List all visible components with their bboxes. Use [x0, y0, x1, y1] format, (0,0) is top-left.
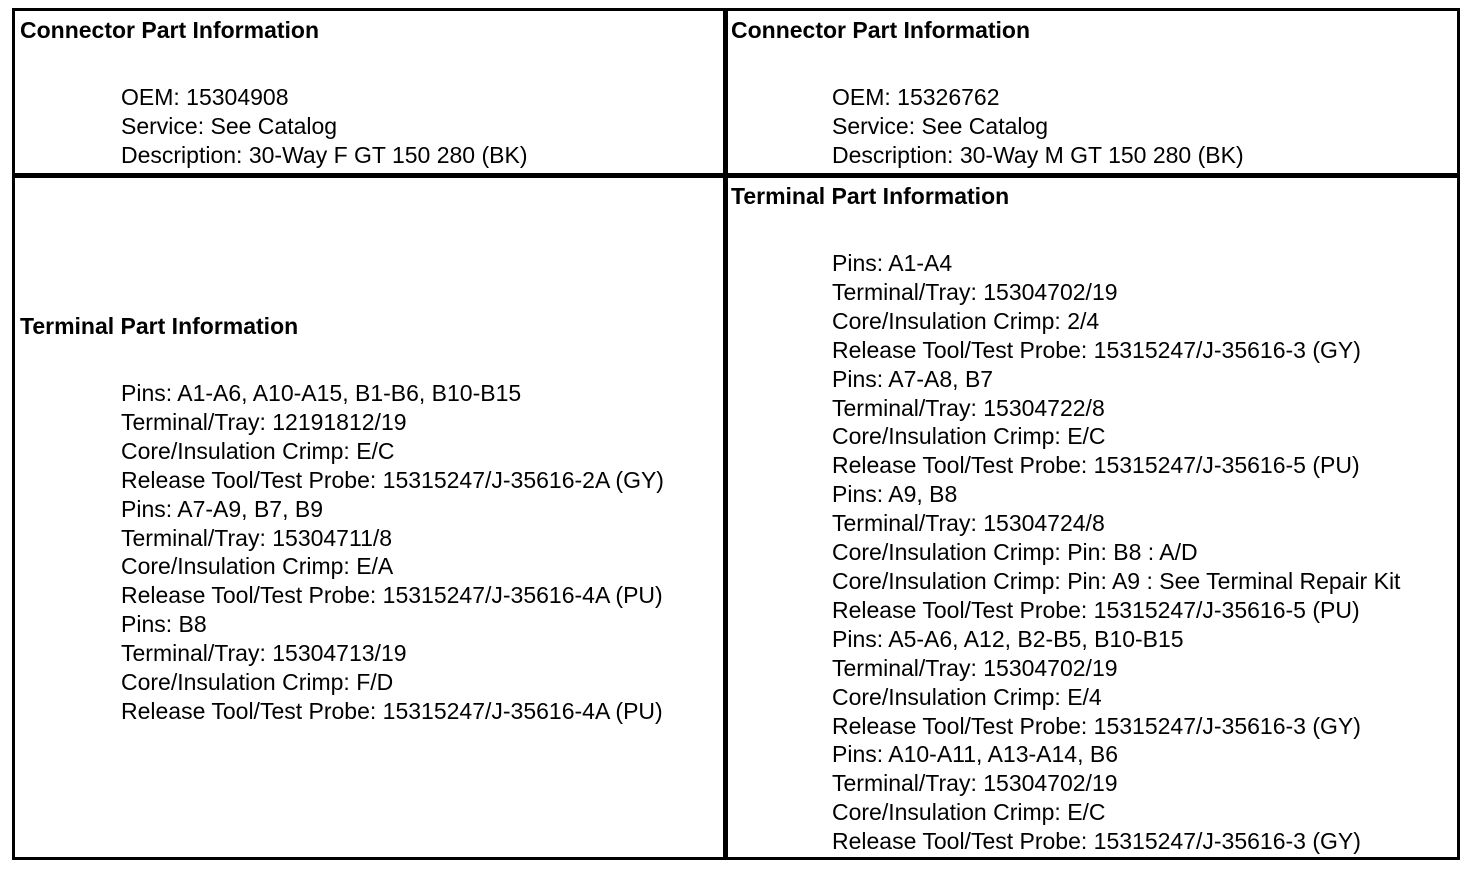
right-connector-line: Description: 30-Way M GT 150 280 (BK): [832, 141, 1244, 168]
right-connector-details: [731, 83, 1461, 170]
right-connector-line: OEM: 15326762: [832, 84, 1000, 110]
left-connector-line: OEM: 15304908: [121, 84, 289, 110]
right-terminal-line: Pins: A9, B8: [832, 481, 958, 508]
right-terminal-line: Terminal/Tray: 15304702/19: [832, 770, 1118, 797]
right-terminal-line: Pins: A5-A6, A12, B2-B5, B10-B15: [832, 625, 1184, 652]
column-divider: [723, 11, 728, 857]
right-terminal-line: Release Tool/Test Probe: 15315247/J-35616-3 (GY): [832, 336, 1361, 363]
left-terminal-line: Pins: A7-A9, B7, B9: [121, 495, 324, 522]
right-terminal-line: Pins: A10-A11, A13-A14, B6: [832, 741, 1118, 768]
right-connector-heading: Connector Part Information: [731, 17, 1031, 43]
left-connector-heading: Connector Part Information: [20, 17, 320, 43]
left-terminal-line: Core/Insulation Crimp: E/C: [121, 437, 395, 464]
right-terminal-line: Terminal/Tray: 15304702/19: [832, 654, 1118, 681]
right-terminal-line: Core/Insulation Crimp: Pin: B8 : A/D: [832, 539, 1198, 566]
right-terminal-line: Release Tool/Test Probe: 15315247/J-35616-5 (PU): [832, 596, 1360, 623]
left-terminal-line: Release Tool/Test Probe: 15315247/J-35616-4A (PU): [121, 697, 663, 724]
left-connector-cell: [20, 15, 720, 171]
left-terminal-cell: [20, 311, 720, 726]
right-terminal-line: Pins: A7-A8, B7: [832, 365, 994, 392]
right-terminal-line: Release Tool/Test Probe: 15315247/J-35616-5 (PU): [832, 452, 1360, 479]
right-terminal-line: Release Tool/Test Probe: 15315247/J-35616-3 (GY): [832, 828, 1361, 855]
left-connector-line: Service: See Catalog: [121, 112, 338, 139]
right-terminal-line: Core/Insulation Crimp: Pin: A9 : See Terminal Repair Kit: [832, 567, 1401, 594]
left-connector-details: [20, 83, 720, 170]
right-terminal-line: Terminal/Tray: 15304724/8: [832, 510, 1105, 537]
left-connector-line: Description: 30-Way F GT 150 280 (BK): [121, 141, 528, 168]
left-terminal-line: Release Tool/Test Probe: 15315247/J-35616-4A (PU): [121, 582, 663, 609]
right-terminal-line: Terminal/Tray: 15304702/19: [832, 278, 1118, 305]
right-terminal-line: Core/Insulation Crimp: E/4: [832, 683, 1102, 710]
right-connector-line: Service: See Catalog: [832, 112, 1049, 139]
right-terminal-cell: [731, 181, 1461, 856]
left-terminal-line: Core/Insulation Crimp: E/A: [121, 553, 394, 580]
left-terminal-heading: Terminal Part Information: [20, 313, 299, 339]
left-terminal-line: Pins: B8: [121, 611, 207, 638]
left-terminal-line: Terminal/Tray: 15304713/19: [121, 640, 407, 667]
row-divider: [15, 173, 1457, 178]
left-terminal-line: Terminal/Tray: 15304711/8: [121, 524, 393, 551]
left-terminal-details: [20, 379, 720, 726]
left-terminal-line: Core/Insulation Crimp: F/D: [121, 669, 394, 696]
right-terminal-line: Core/Insulation Crimp: E/C: [832, 799, 1106, 826]
right-terminal-details: [731, 249, 1461, 856]
right-terminal-line: Pins: A1-A4: [832, 250, 953, 276]
right-terminal-line: Terminal/Tray: 15304722/8: [832, 394, 1105, 421]
right-terminal-line: Core/Insulation Crimp: E/C: [832, 423, 1106, 450]
left-terminal-line: Release Tool/Test Probe: 15315247/J-35616-2A (GY): [121, 466, 664, 493]
left-terminal-line: Terminal/Tray: 12191812/19: [121, 408, 407, 435]
left-terminal-line: Pins: A1-A6, A10-A15, B1-B6, B10-B15: [121, 380, 522, 406]
right-terminal-line: Core/Insulation Crimp: 2/4: [832, 307, 1100, 334]
right-connector-cell: [731, 15, 1461, 171]
right-terminal-line: Release Tool/Test Probe: 15315247/J-35616-3 (GY): [832, 712, 1361, 739]
connector-info-table: [12, 8, 1460, 860]
right-terminal-heading: Terminal Part Information: [731, 183, 1010, 209]
